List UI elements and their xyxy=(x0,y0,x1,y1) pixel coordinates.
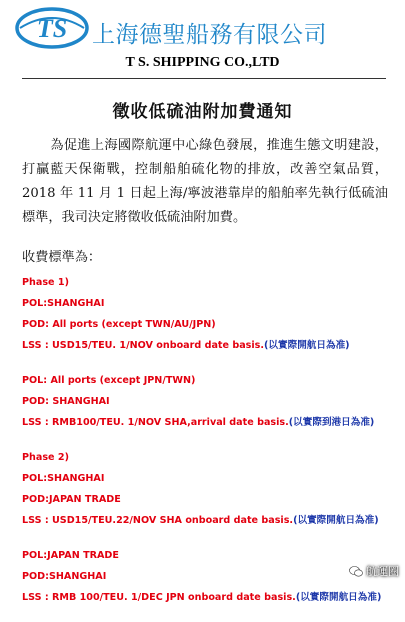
schedule-line: POD: SHANGHAI xyxy=(22,396,110,407)
schedule-line: LSS : USD15/TEU.22/NOV SHA onboard date basis.(以實際開航日為准) xyxy=(22,515,379,526)
schedule-line: POD:SHANGHAI xyxy=(22,571,107,582)
schedule-line: Phase 1) xyxy=(22,277,69,288)
schedule-line: POL:SHANGHAI xyxy=(22,473,105,484)
date-basis-note: (以實際開航日為准) xyxy=(264,340,350,351)
wechat-icon xyxy=(349,566,363,577)
schedule-line: POL:JAPAN TRADE xyxy=(22,550,119,561)
company-name-cn: 上海德聖船務有限公司 xyxy=(92,22,327,48)
schedule-line: POL:SHANGHAI xyxy=(22,298,105,309)
schedule-block xyxy=(22,545,405,608)
company-logo-icon xyxy=(14,6,90,50)
schedule-line: POD:JAPAN TRADE xyxy=(22,494,121,505)
letterhead xyxy=(0,0,405,80)
schedule-block xyxy=(22,272,405,356)
header-divider xyxy=(22,78,386,79)
schedule-line: LSS : USD15/TEU. 1/NOV onboard date basis.(以實際開航日為准) xyxy=(22,340,350,351)
schedule-line: POL: All ports (except JPN/TWN) xyxy=(22,375,196,386)
notice-paragraph xyxy=(22,134,388,230)
date-basis-note: (以實際到港日為准) xyxy=(288,417,375,428)
notice-paragraph-text: 為促進上海國際航運中心綠色發展，推進生態文明建設，打贏藍天保衛戰，控制船舶硫化物的排放，改善空氣品質，2018 年 11 月 1 日起上海/寧波港靠岸的船舶率先執行低硫油標準，我司決定將徵收低硫油附加費。 xyxy=(22,138,388,225)
notice-title: 徵收低硫油附加費通知 xyxy=(112,102,293,122)
watermark xyxy=(349,563,399,579)
company-name-en: T S. SHIPPING CO.,LTD xyxy=(125,55,280,70)
logo-text: TS xyxy=(36,14,68,43)
date-basis-note: (以實際開航日為准) xyxy=(293,515,379,526)
watermark-text: 航運圈 xyxy=(366,565,399,578)
schedule-line: POD: All ports (except TWN/AU/JPN) xyxy=(22,319,216,330)
fee-schedule xyxy=(22,272,405,622)
schedule-block xyxy=(22,447,405,531)
fee-standard-label: 收費標準為： xyxy=(22,250,102,265)
schedule-line: LSS : RMB 100/TEU. 1/DEC JPN onboard date basis.(以實際開航日為准) xyxy=(22,592,382,603)
schedule-line: Phase 2) xyxy=(22,452,69,463)
schedule-line: LSS : RMB100/TEU. 1/NOV SHA,arrival date basis.(以實際到港日為准) xyxy=(22,417,375,428)
date-basis-note: (以實際開航日為准) xyxy=(295,592,382,603)
schedule-block xyxy=(22,370,405,433)
